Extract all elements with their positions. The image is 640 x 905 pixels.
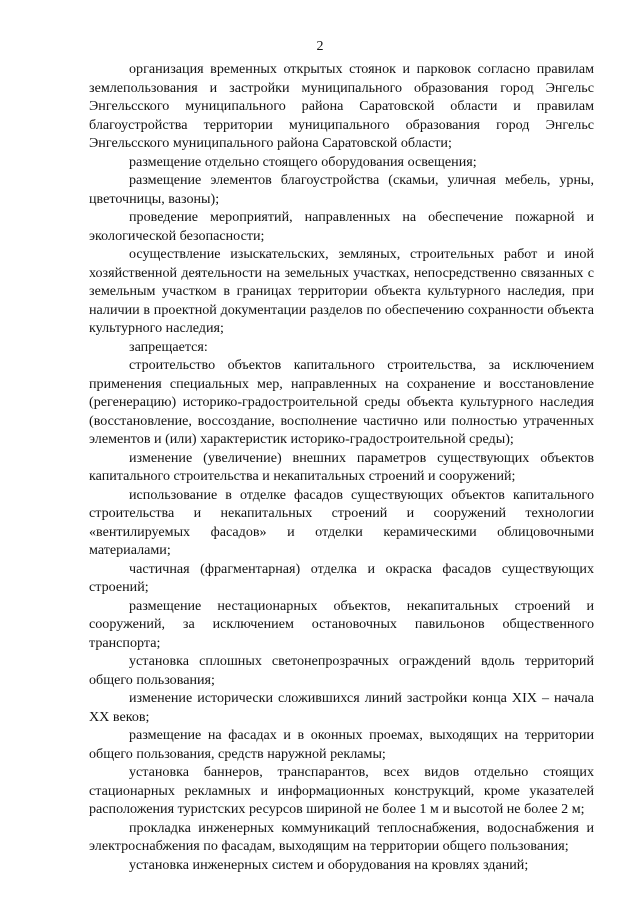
paragraph: размещение отдельно стоящего оборудования освещения; xyxy=(129,153,477,170)
paragraph: запрещается: xyxy=(129,338,208,355)
paragraph: использование в отделке фасадов существующих объектов капитального строительства и некапитальных строений и сооружений технологии «вентилируемых фасадов» и отделки керамическими облицовочными материалами; xyxy=(89,486,594,558)
paragraph: размещение на фасадах и в оконных проемах, выходящих на территории общего пользования, средств наружной рекламы; xyxy=(89,727,594,762)
paragraph: изменение исторически сложившихся линий застройки конца XIX – начала XX веков; xyxy=(89,690,594,725)
paragraph: организация временных открытых стоянок и парковок согласно правилам землепользования и застройки муниципального образования город Энгельс Энгельсского муниципального района Саратовской области и правилам благоустройства территории муниципального образования город Энгельс Энгельсского муниципального района Саратовской области; xyxy=(89,61,594,151)
paragraph: прокладка инженерных коммуникаций теплоснабжения, водоснабжения и электроснабжения по фасадам, выходящим на территории общего пользования; xyxy=(89,819,594,854)
page-number: 2 xyxy=(316,39,324,54)
document-body xyxy=(89,60,594,874)
paragraph: размещение элементов благоустройства (скамьи, уличная мебель, урны, цветочницы, вазоны); xyxy=(89,172,594,207)
paragraph: проведение мероприятий, направленных на обеспечение пожарной и экологической безопасности; xyxy=(89,209,594,244)
paragraph: размещение нестационарных объектов, некапитальных строений и сооружений, за исключением остановочных павильонов общественного транспорта; xyxy=(89,597,594,651)
paragraph: изменение (увеличение) внешних параметров существующих объектов капитального строительства и некапитальных строений и сооружений; xyxy=(89,449,594,484)
paragraph: частичная (фрагментарная) отделка и окраска фасадов существующих строений; xyxy=(89,560,594,595)
paragraph: осуществление изыскательских, земляных, строительных работ и иной хозяйственной деятельности на земельных участках, непосредственно связанных с земельным участком в границах территории объекта культурного наследия, при наличии в проектной документации разделов по обеспечению сохранности объекта культурного наследия; xyxy=(89,246,594,336)
paragraph: установка сплошных светонепрозрачных ограждений вдоль территорий общего пользования; xyxy=(89,653,594,688)
paragraph: установка баннеров, транспарантов, всех видов отдельно стоящих стационарных рекламных и информационных конструкций, кроме указателей расположения туристских ресурсов шириной не более 1 м и высотой не более 2 м; xyxy=(89,764,594,817)
paragraph: строительство объектов капитального строительства, за исключением применения специальных мер, направленных на сохранение и восстановление (регенерацию) историко-градостроительной среды объекта культурного наследия (восстановление, воссоздание, восполнение частично или полностью утраченных элементов и (или) характеристик историко-градостроительной среды); xyxy=(89,357,594,447)
paragraph: установка инженерных систем и оборудования на кровлях зданий; xyxy=(129,856,529,873)
